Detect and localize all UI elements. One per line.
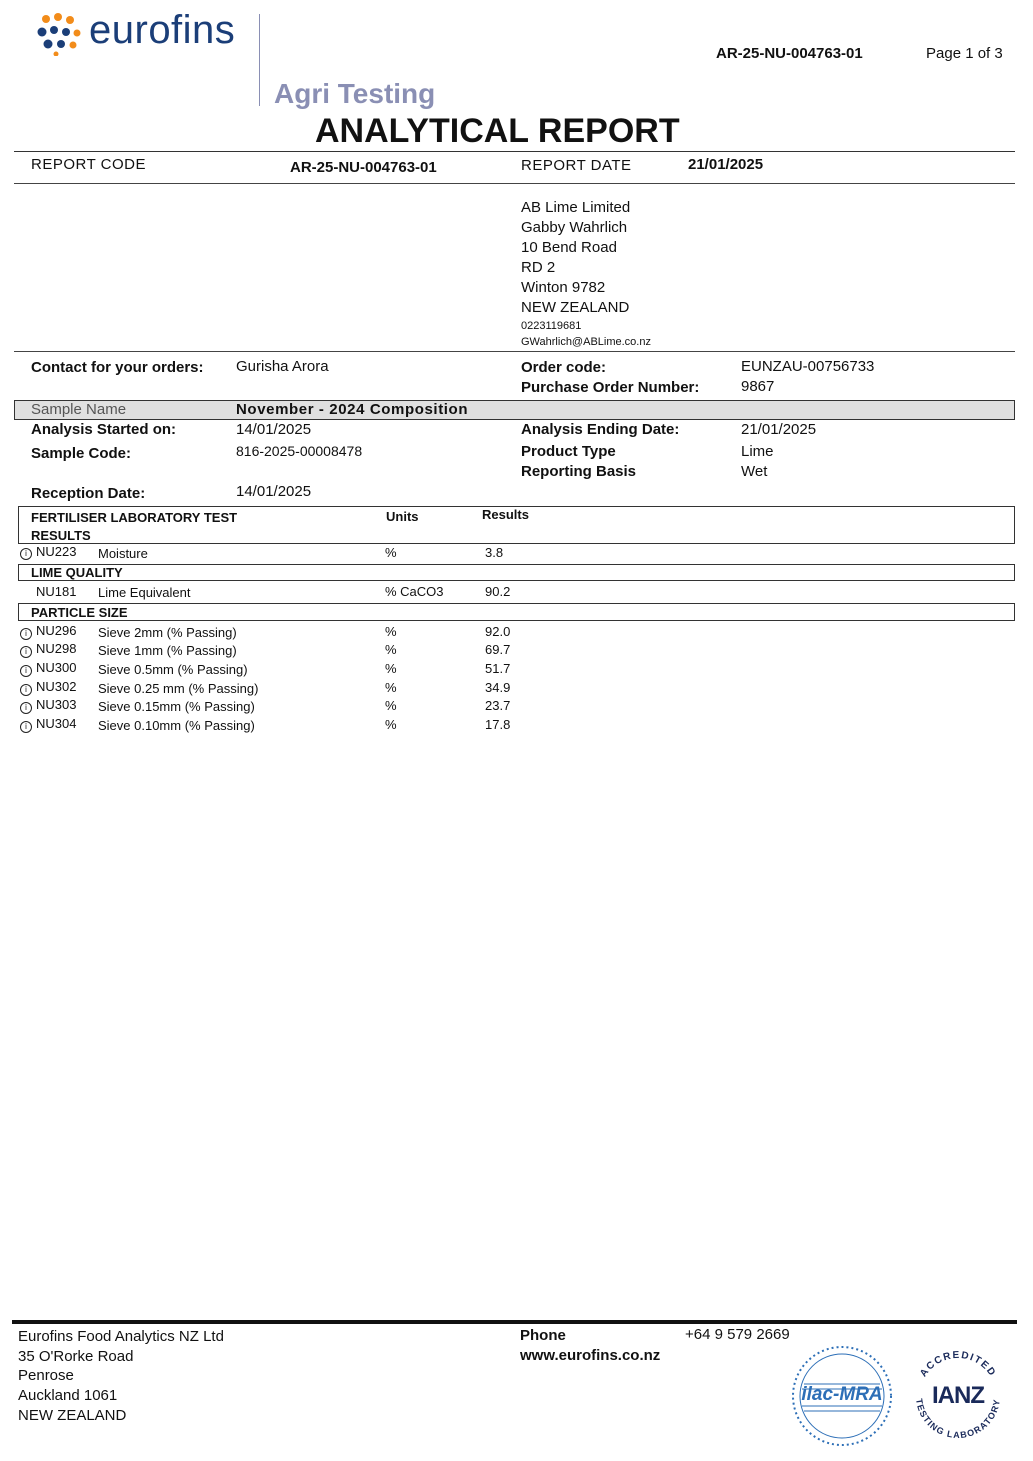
report-code-label: REPORT CODE — [31, 156, 146, 173]
division-name: Agri Testing — [274, 78, 436, 109]
test-unit: % — [385, 717, 397, 732]
test-value: 3.8 — [485, 545, 504, 560]
address-contact: Gabby Wahrlich — [521, 219, 628, 236]
sample-name-label: Sample Name — [31, 401, 127, 418]
test-code: NU304 — [36, 716, 77, 731]
test-name: Sieve 0.10mm (% Passing) — [98, 718, 255, 733]
footer-city: Auckland 1061 — [18, 1387, 118, 1405]
report-date-label: REPORT DATE — [521, 157, 632, 174]
test-unit: % — [385, 661, 397, 676]
page-title: ANALYTICAL REPORT — [315, 112, 680, 150]
page-number: Page 1 of 3 — [926, 45, 1003, 62]
test-code: NU296 — [36, 623, 77, 638]
sample-name-bar — [14, 400, 1015, 420]
svg-text:ACCREDITED — [918, 1350, 998, 1379]
ianz-text: IANZ — [932, 1382, 984, 1409]
info-icon: i — [20, 702, 32, 714]
reception-date-label: Reception Date: — [31, 485, 146, 502]
test-code: NU303 — [36, 697, 77, 712]
reporting-basis-label: Reporting Basis — [521, 463, 637, 480]
info-icon: i — [20, 684, 32, 696]
test-name: Sieve 2mm (% Passing) — [98, 625, 237, 640]
order-code-label: Order code: — [521, 359, 607, 376]
ilac-text: ilac-MRA — [801, 1384, 883, 1405]
lime-quality-box — [18, 564, 1015, 581]
accredited-arc-text: ACCREDITED — [918, 1349, 998, 1380]
test-code: NU300 — [36, 660, 77, 675]
header-report-id: AR-25-NU-004763-01 — [716, 45, 863, 62]
info-icon: i — [20, 721, 32, 733]
report-code-value: AR-25-NU-004763-01 — [290, 159, 437, 176]
info-icon: i — [20, 665, 32, 677]
test-value: 90.2 — [485, 584, 511, 599]
test-code: NU302 — [36, 679, 77, 694]
test-name: Sieve 1mm (% Passing) — [98, 643, 237, 658]
info-icon: i — [20, 628, 32, 640]
test-value: 17.8 — [485, 717, 511, 732]
ilac-mra-seal — [790, 1344, 894, 1448]
test-unit: % — [385, 545, 397, 560]
test-unit: % — [385, 698, 397, 713]
footer-suburb: Penrose — [18, 1367, 74, 1385]
testing-lab-arc-text: TESTING LABORATORY — [914, 1397, 1003, 1441]
po-value: 9867 — [741, 378, 775, 395]
test-code: NU298 — [36, 641, 77, 656]
address-company: AB Lime Limited — [521, 199, 631, 216]
test-unit: % CaCO3 — [385, 584, 444, 599]
footer-phone-value: +64 9 579 2669 — [685, 1326, 790, 1343]
lime-quality-title: LIME QUALITY — [31, 565, 123, 580]
logo-wordmark: eurofins — [89, 8, 236, 52]
test-value: 92.0 — [485, 624, 511, 639]
units-header: Units — [386, 509, 419, 524]
test-value: 23.7 — [485, 698, 511, 713]
test-name: Sieve 0.5mm (% Passing) — [98, 662, 248, 677]
logo-divider — [259, 14, 260, 106]
sample-name-value: November - 2024 Composition — [236, 401, 469, 418]
results-title-line2: RESULTS — [31, 528, 91, 543]
contact-label: Contact for your orders: — [31, 359, 204, 376]
analysis-ending-value: 21/01/2025 — [741, 421, 817, 438]
info-icon: i — [20, 548, 32, 560]
particle-size-box — [18, 603, 1015, 621]
report-date-value: 21/01/2025 — [688, 156, 764, 173]
particle-size-title: PARTICLE SIZE — [31, 605, 128, 620]
address-phone: 0223119681 — [521, 320, 582, 332]
footer-country: NEW ZEALAND — [18, 1406, 127, 1424]
info-icon: i — [20, 646, 32, 658]
ianz-seal — [906, 1344, 1010, 1448]
po-label: Purchase Order Number: — [521, 379, 700, 396]
sample-code-value: 816-2025-00008478 — [236, 443, 363, 459]
address-email: GWahrlich@ABLime.co.nz — [521, 336, 651, 348]
footer-address — [18, 1327, 224, 1426]
results-header: Results — [482, 507, 529, 522]
test-name: Lime Equivalent — [98, 585, 191, 600]
footer-company: Eurofins Food Analytics NZ Ltd — [18, 1328, 224, 1345]
reporting-basis-value: Wet — [741, 463, 768, 480]
address-city: Winton 9782 — [521, 279, 606, 296]
analysis-started-value: 14/01/2025 — [236, 421, 312, 438]
results-title-line1: FERTILISER LABORATORY TEST — [31, 510, 238, 525]
analysis-started-label: Analysis Started on: — [31, 421, 177, 438]
analysis-ending-label: Analysis Ending Date: — [521, 421, 680, 438]
test-value: 69.7 — [485, 642, 511, 657]
address-rd: RD 2 — [521, 259, 556, 276]
footer-street: 35 O'Rorke Road — [18, 1347, 134, 1365]
test-name: Sieve 0.25 mm (% Passing) — [98, 681, 259, 696]
contact-value: Gurisha Arora — [236, 358, 329, 375]
reception-date-value: 14/01/2025 — [236, 483, 312, 500]
eurofins-dots-icon — [36, 12, 84, 56]
test-name: Moisture — [98, 546, 148, 561]
results-section-title — [31, 509, 237, 545]
footer-website: www.eurofins.co.nz — [520, 1347, 661, 1364]
footer-rule — [12, 1320, 1017, 1324]
sample-code-label: Sample Code: — [31, 445, 132, 462]
eurofins-logo — [36, 10, 251, 60]
test-unit: % — [385, 680, 397, 695]
product-type-label: Product Type — [521, 443, 616, 460]
client-address — [521, 199, 630, 317]
order-code-value: EUNZAU-00756733 — [741, 358, 875, 375]
footer-phone-label: Phone — [520, 1327, 566, 1344]
product-type-value: Lime — [741, 443, 774, 460]
address-country: NEW ZEALAND — [521, 299, 630, 316]
test-value: 51.7 — [485, 661, 511, 676]
test-value: 34.9 — [485, 680, 511, 695]
test-code: NU223 — [36, 544, 77, 559]
test-code: NU181 — [36, 584, 77, 599]
test-name: Sieve 0.15mm (% Passing) — [98, 699, 255, 714]
test-unit: % — [385, 642, 397, 657]
test-unit: % — [385, 624, 397, 639]
address-street: 10 Bend Road — [521, 239, 617, 256]
